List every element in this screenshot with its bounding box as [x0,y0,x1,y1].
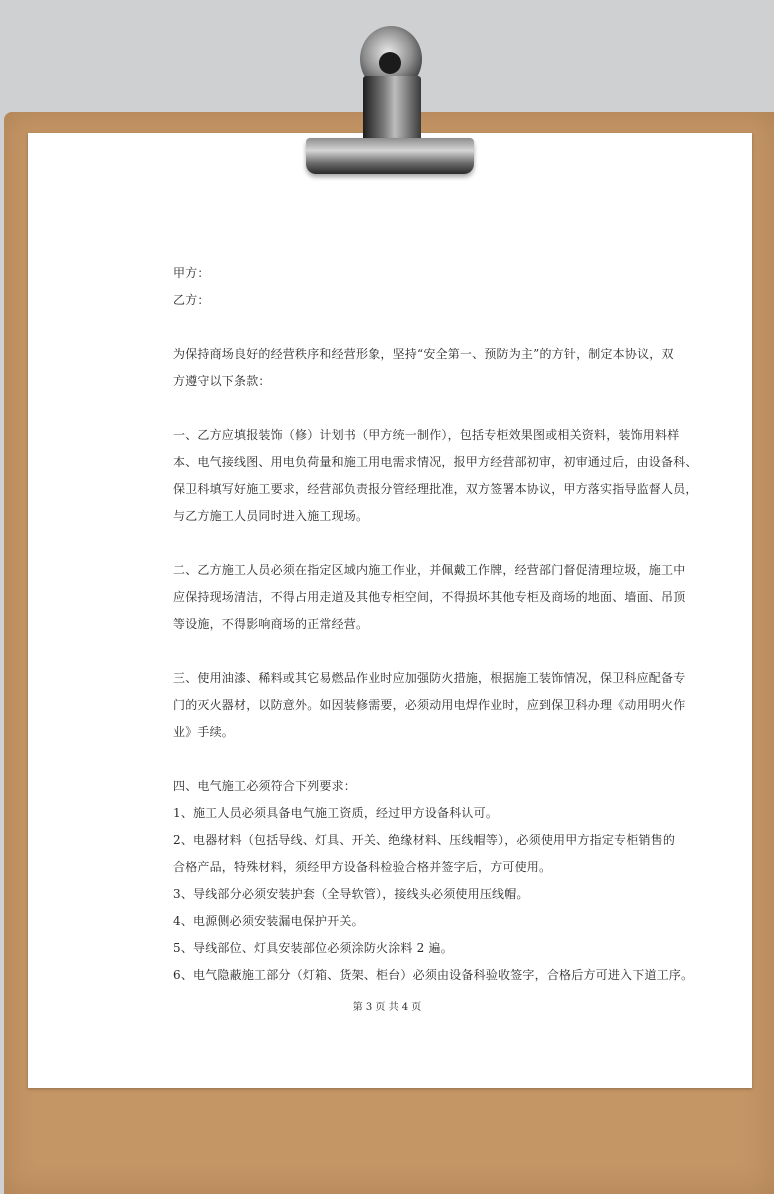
clause4-item-5: 5、导线部位、灯具安装部位必须涂防火涂料 2 遍。 [173,941,453,955]
clause1-line-1: 一、乙方应填报装饰（修）计划书（甲方统一制作），包括专柜效果图或相关资料，装饰用料样 [173,428,680,442]
clause1-line-2: 本、电气接线图、用电负荷量和施工用电需求情况，报甲方经营部初审，初审通过后，由设备科、 [173,455,698,469]
intro-line-1: 为保持商场良好的经营秩序和经营形象，坚持“安全第一、预防为主”的方针，制定本协议，双 [173,347,674,361]
clause4-item-3: 3、导线部分必须安装护套（全导软管），接线头必须使用压线帽。 [173,887,529,901]
clip-body [363,76,421,142]
clause2-line-2: 应保持现场清洁，不得占用走道及其他专柜空间，不得损坏其他专柜及商场的地面、墙面、吊顶 [173,590,686,604]
page-number: 第 3 页 共 4 页 [352,1002,422,1013]
clause1-line-3: 保卫科填写好施工要求，经营部负责报分管经理批准，双方签署本协议，甲方落实指导监督人员， [173,482,698,496]
clause4-item-1: 1、施工人员必须具备电气施工资质，经过甲方设备科认可。 [173,806,499,820]
clause4-item-6: 6、电气隐蔽施工部分（灯箱、货架、柜台）必须由设备科验收签字，合格后方可进入下道工序。 [173,968,694,982]
clause1-line-4: 与乙方施工人员同时进入施工现场。 [173,509,369,523]
clause4-item-4: 4、电源侧必须安装漏电保护开关。 [173,914,364,928]
clause3-line-2: 门的灭火器材，以防意外。如因装修需要，必须动用电焊作业时，应到保卫科办理《动用明火作 [173,698,686,712]
clip-plate [306,138,474,174]
clause2-line-3: 等设施，不得影响商场的正常经营。 [173,617,369,631]
clause4-item-2-cont: 合格产品，特殊材料，须经甲方设备科检验合格并签字后，方可使用。 [173,860,552,874]
party-b-label: 乙方： [173,293,210,307]
intro-line-2: 方遵守以下条款： [173,374,271,388]
clause4-title: 四、电气施工必须符合下列要求： [173,779,357,793]
party-a-label: 甲方： [173,266,210,280]
clause3-line-1: 三、使用油漆、稀料或其它易燃品作业时应加强防火措施，根据施工装饰情况，保卫科应配备专 [173,671,686,685]
clause2-line-1: 二、乙方施工人员必须在指定区域内施工作业，并佩戴工作牌，经营部门督促清理垃圾，施工中 [173,563,686,577]
clause3-line-3: 业》手续。 [173,725,235,739]
clip-ring-hole [379,52,401,74]
clause4-item-2: 2、电器材料（包括导线、灯具、开关、绝缘材料、压线帽等），必须使用甲方指定专柜销售的 [173,833,676,847]
